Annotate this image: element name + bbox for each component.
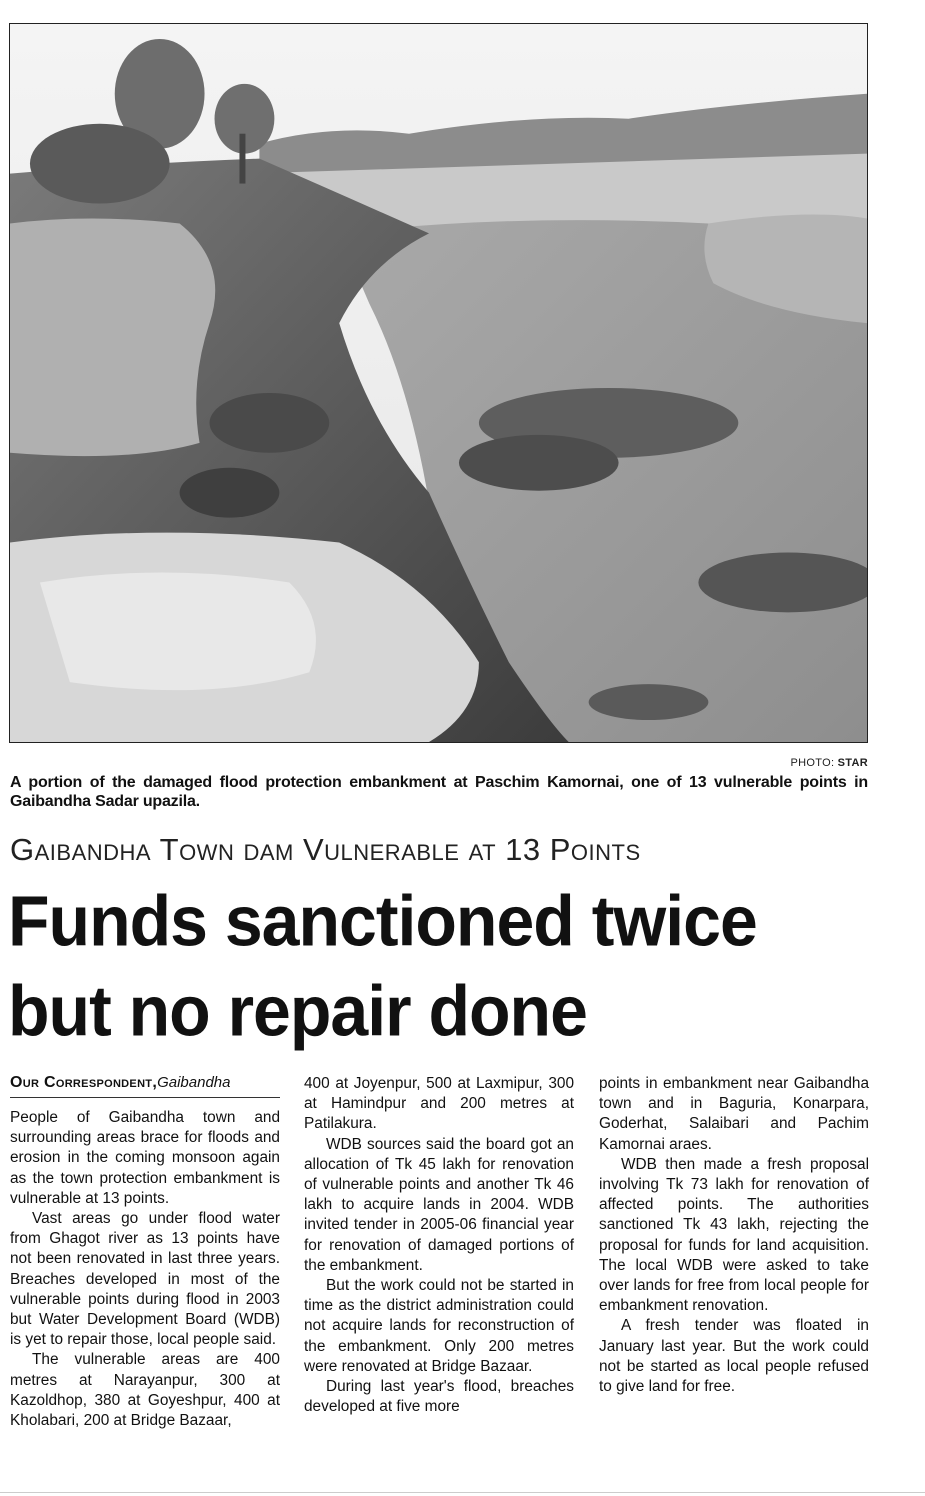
paragraph: Vast areas go under flood water from Ghagot river as 13 points have not been renovated in last three years. Breaches developed in most of the vulnerable points during flood in 2003 but Water Development Board (WDB) is yet to repair those, local people said. — [10, 1210, 280, 1349]
headline — [8, 876, 888, 1057]
bottom-rule — [0, 1492, 925, 1493]
paragraph: A fresh tender was floated in January last year. But the work could not be started as local people refused to give land for free. — [599, 1317, 869, 1396]
byline — [10, 1073, 280, 1098]
headline-kicker: Gaibandha Town dam Vulnerable at 13 Points — [10, 832, 641, 867]
byline-correspondent: Our Correspondent, — [10, 1074, 158, 1091]
photo-credit-source: STAR — [837, 757, 868, 769]
paragraph: People of Gaibandha town and surrounding areas brace for floods and erosion in the coming monsoon again as the town protection embankment is vulnerable at 13 points. — [10, 1109, 280, 1207]
article-column-2 — [304, 1074, 574, 1417]
paragraph: 400 at Joyenpur, 500 at Laxmipur, 300 at Hamindpur and 200 metres at Patilakura. — [304, 1075, 574, 1133]
article-column-3 — [599, 1074, 869, 1397]
paragraph: WDB then made a fresh proposal involving Tk 73 lakh for renovation of affected points. The authorities sanctioned Tk 43 lakh, rejecting the proposal for funds for land acquisition. The local WDB were asked to take over lands for free from local people for embankment renovation. — [599, 1155, 869, 1315]
headline-line-1: Funds sanctioned twice — [8, 881, 757, 962]
paragraph: points in embankment near Gaibandha town and in Baguria, Konarpara, Goderhat, Salaibari and Pachim Kamornai araes. — [599, 1075, 869, 1153]
photo-caption: A portion of the damaged flood protection embankment at Paschim Kamornai, one of 13 vulnerable points in Gaibandha Sadar upazila. — [10, 774, 868, 810]
paragraph: WDB sources said the board got an allocation of Tk 45 lakh for renovation of vulnerable points and another Tk 46 lakh to acquire lands in 2004. WDB invited tender in 2005-06 financial year for renovation of damaged portions of the embankment. — [304, 1135, 574, 1274]
photo-credit-label: PHOTO: — [790, 757, 835, 769]
photo-credit — [791, 757, 868, 769]
news-photo — [9, 23, 868, 743]
byline-place: Gaibandha — [157, 1074, 231, 1091]
embankment-photo-image — [10, 24, 867, 742]
headline-line-2: but no repair done — [8, 971, 587, 1052]
paragraph: During last year's flood, breaches developed at five more — [304, 1378, 574, 1416]
article-column-1 — [10, 1073, 280, 1431]
paragraph: But the work could not be started in time as the district administration could not acquire lands for reconstruction of the embankment. Only 200 metres were renovated at Bridge Bazaar. — [304, 1277, 574, 1375]
paragraph: The vulnerable areas are 400 metres at Narayanpur, 300 at Kazoldhop, 380 at Goyeshpur, 400 at Kholabari, 200 at Bridge Bazaar, — [10, 1351, 280, 1430]
